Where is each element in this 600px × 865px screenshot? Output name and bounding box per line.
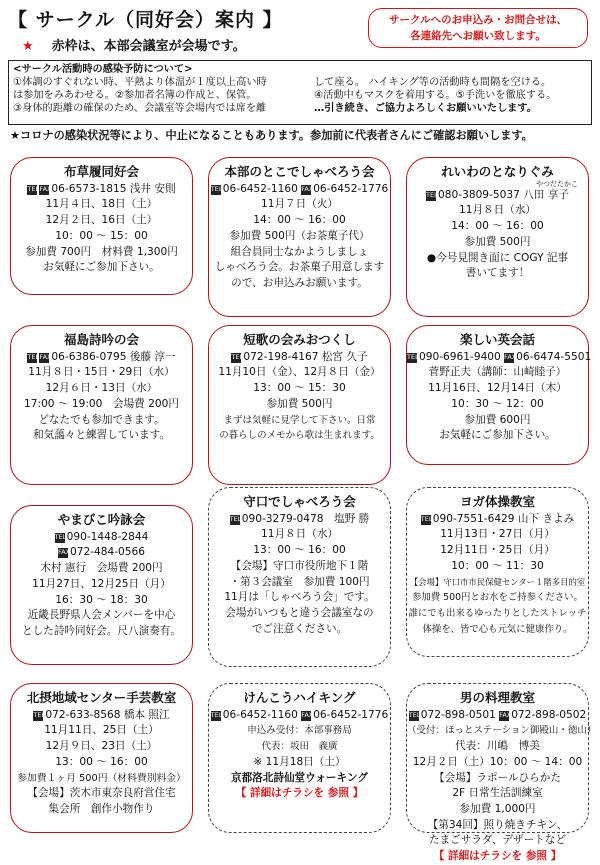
tel-icon: TEL: [27, 184, 40, 193]
circle-card: 守口でしゃべろう会 TEL090-3279-0478 塩野 勝 11月８日（水） 13：00 ～ 16：00 【会場】守口市役所地下１階 ・第３会議室 参加費 100円 11月は「しゃべろう会」です。 会場がいつもと違う会議室なの でご注意ください。: [208, 487, 391, 667]
venue-note: ★ 赤枠は、本部会議室が会場です。: [22, 39, 246, 54]
circle-card: やまびこ吟詠会 TEL090-1448-2844 FAX072-484-0566 木村 憲行 会場費 200円 11月27日、12月25日（月） 16：30 ～ 18：30 近畿長野県人会メンバーを中心 とした詩吟同好会。尺八演奏有。: [10, 505, 193, 665]
tel-icon: TEL: [407, 352, 419, 361]
circle-card: 福島詩吟の会 TELFAX06-6386-0795 後藤 淳一 11月８日・15日・29日（水） 12月６日・13日（水） 17:00 ～ 19:00 会場費 200円 どなたでも参加できます。 和気藹々と練習しています。: [10, 325, 193, 485]
circle-card: 北摂地域センター手芸教室 TEL072-633-8568 橋本 照江 11月11日、25日（土） 12月９日、23日（土） 13：00 ～ 16：00 参加費１ヶ月 500円（材料費別料金） 【会場】茨木市東奈良府営住宅 集会所 創作小物作り: [10, 683, 193, 833]
fax-icon: FAX: [301, 184, 314, 193]
page-title: 【 サークル（同好会）案内 】: [8, 9, 283, 31]
star-icon: ★: [22, 39, 34, 54]
circle-card: 男の料理教室 TEL072-898-0501 FAX072-898-0502 （受付：ほっとステーション御殿山・徳山） 代表：川嶋 博美 12月２日（土）10：00 ～ 14：00 【会場】ラポールひらかた 2F 日常生活訓練室 参加費 1,000円 【第34回】照り焼きチキン、 たまごサラダ、デザートなど 【 詳細はチラシを 参照 】: [406, 683, 589, 833]
circle-card: 短歌の会みおつくし TEL072-198-4167 松宮 久子 11月10日（金）、12月８日（金） 13：00 ～ 15：30 参加費 500円 まずは気軽に見学して下さい。日常 の暮らしのメモから歌は生まれます。: [208, 325, 391, 485]
tel-icon: TEL: [426, 190, 438, 199]
contact-note: サークルへのお申込み・お問合せは、 各連絡先へお願い致します。: [368, 8, 588, 48]
tel-icon: TEL: [229, 514, 242, 523]
circle-card: 本部のとこでしゃべろう会 TEL06-6452-1160 FAX06-6452-1776 11月７日（火） 14：00 ～ 16：00 参加費 500円（お茶菓子代） 組合員同士なかようしましょ しゃべろう会。お茶菓子用意します ので、お申込みお願います。: [208, 157, 391, 317]
circle-card: れいわのとなりぐみ やつだたかこ TEL080-3809-5037 八田 享子 11月８日（水） 14：00 ～ 16：00 参加費 500円 ●今号見開き面に COGY 記事 書いてます！: [406, 157, 589, 317]
fax-icon: FAX: [499, 710, 512, 719]
circle-card: 楽しい英会話 TEL090-6961-9400 FAX06-6474-5501 菅野正夫（講師：山崎睦子） 11月16日、12月14日（木） 10：30 ～ 12：00 参加費 600円 お気軽にご参加下さい。: [406, 325, 589, 465]
circle-card: 布草履同好会 TELFAX06-6573-1815 浅井 安則 11月４日、18日（土） 12月２日、16日（土） 10：00 ～ 15：00 参加費 700円 材料費 1,300円 お気軽にご参加下さい。: [10, 157, 193, 295]
fax-icon: FAX: [39, 352, 52, 361]
fax-icon: FAX: [301, 710, 314, 719]
tel-icon: TEL: [33, 710, 46, 719]
circle-card: ヨガ体操教室 TEL090-7551-6429 山下 きよみ 11月13日・27日（月） 12月11日・25日（月） 10：00 ～ 11：30 【会場】守口市市民保健センター１階多目的室 参加費 500円とお水をご持参ください。 誰にでも出来るゆったりとしたストレッチ 体操を、皆で心も元気に健康作り。: [406, 487, 589, 657]
tel-icon: TEL: [27, 352, 40, 361]
tel-icon: TEL: [408, 710, 421, 719]
fax-icon: FAX: [504, 352, 517, 361]
tel-icon: TEL: [210, 184, 223, 193]
fax-icon: FAX: [39, 184, 52, 193]
circle-card: けんこうハイキング TEL06-6452-1160 FAX06-6452-1776 申込み受付：本部事務局 代表：坂田 義廣 ※ 11月18日（土） 京都洛北詩仙堂ウォーキング 【 詳細はチラシを 参照 】: [208, 683, 391, 833]
covid-precautions: <サークル活動時の感染予防について> ①体調のすぐれない時、平熱より体温が１度以上高い時 は参加をみあわせる。②参加者名簿の作成と、保管。 ③身体的距離の確保のため、会議室等会場内では席を離 して座る。 ハイキング等の活動時も間隔を空ける。 ④活動中もマスクを着用する。⑤手洗いを徹底する。 …引き続き、ご協力よろしくお願いいたします。: [8, 60, 592, 125]
tel-icon: TEL: [231, 352, 244, 361]
tel-icon: TEL: [54, 532, 67, 541]
covid-warning: ★コロナの感染状況等により、中止になることもあります。参加前に代表者さんにご確認お願いします。: [10, 129, 533, 142]
tel-icon: TEL: [210, 710, 223, 719]
fax-icon: FAX: [57, 548, 71, 557]
tel-icon: TEL: [420, 514, 433, 523]
